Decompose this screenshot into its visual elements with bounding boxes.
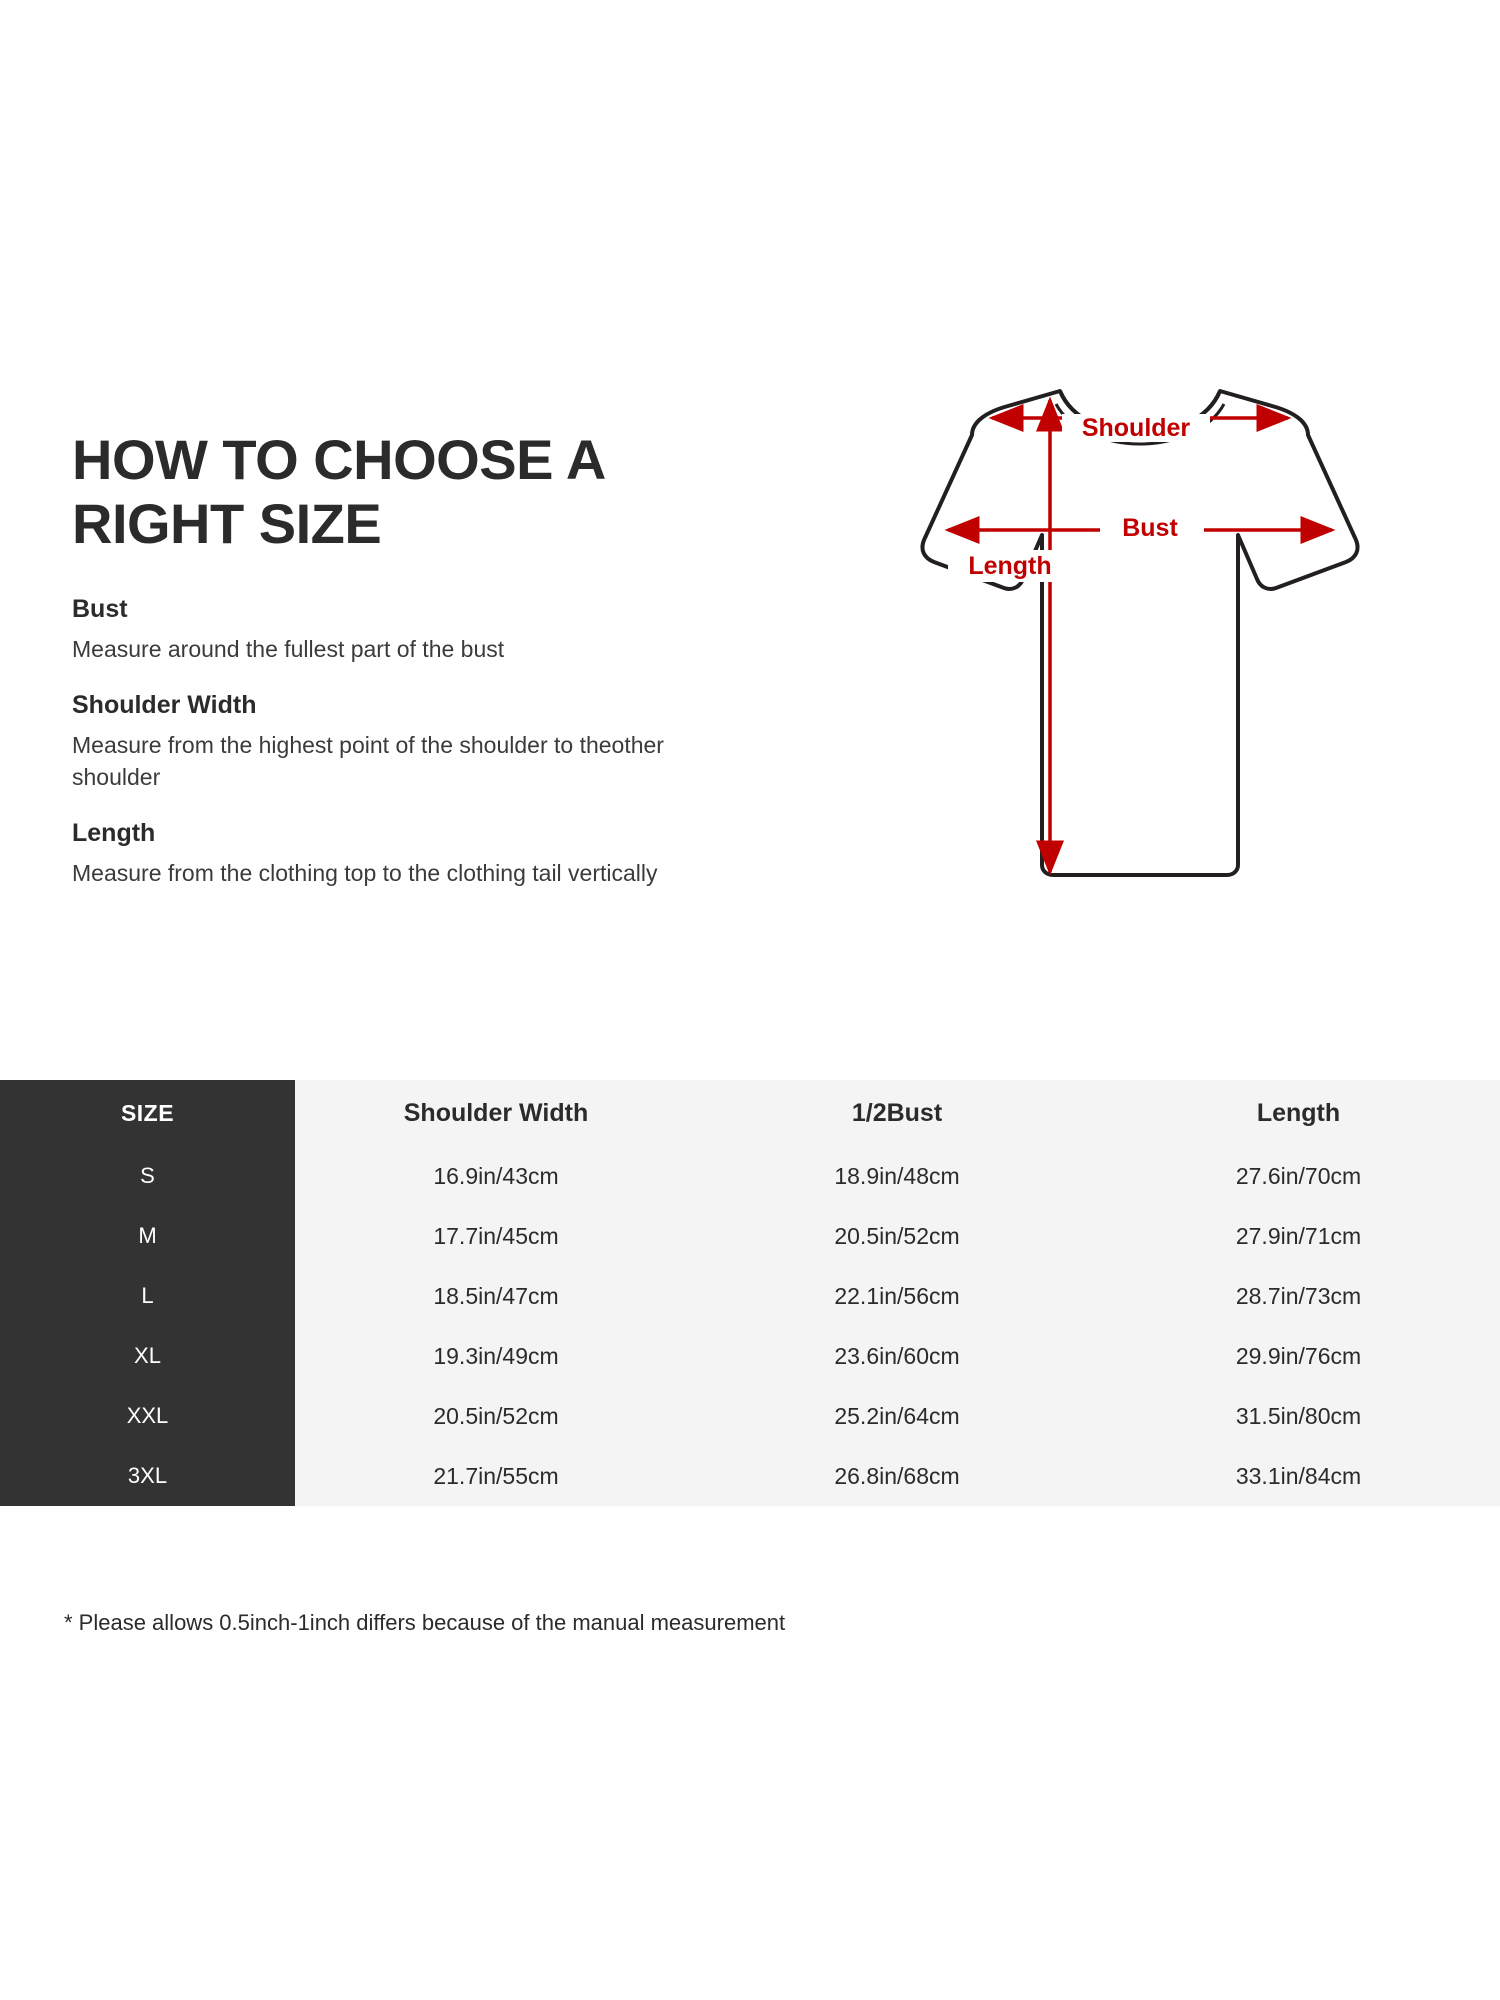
cell-half-bust: 25.2in/64cm <box>697 1386 1097 1446</box>
cell-half-bust: 18.9in/48cm <box>697 1146 1097 1206</box>
definition-desc-bust: Measure around the fullest part of the bust <box>72 636 505 662</box>
definition-desc-shoulder-width: Measure from the highest point of the shoulder to theother shoulder <box>72 732 664 790</box>
cell-length: 27.9in/71cm <box>1097 1206 1500 1266</box>
table-row <box>0 1206 1500 1266</box>
size-table-wrapper <box>0 1080 1500 1506</box>
table-header-row <box>0 1080 1500 1146</box>
table-row <box>0 1326 1500 1386</box>
cell-shoulder-width: 21.7in/55cm <box>295 1446 697 1506</box>
header-half-bust: 1/2Bust <box>697 1080 1097 1146</box>
cell-size: XL <box>0 1326 295 1386</box>
cell-shoulder-width: 17.7in/45cm <box>295 1206 697 1266</box>
cell-length: 31.5in/80cm <box>1097 1386 1500 1446</box>
definition-desc-length: Measure from the clothing top to the clothing tail vertically <box>72 860 658 886</box>
cell-half-bust: 22.1in/56cm <box>697 1266 1097 1326</box>
top-section <box>0 340 1500 1080</box>
table-row <box>0 1386 1500 1446</box>
measurement-definitions <box>72 595 692 889</box>
page-title: HOW TO CHOOSE A RIGHT SIZE <box>72 427 604 555</box>
table-row <box>0 1146 1500 1206</box>
cell-length: 33.1in/84cm <box>1097 1446 1500 1506</box>
label-length: Length <box>968 552 1052 580</box>
cell-shoulder-width: 16.9in/43cm <box>295 1146 697 1206</box>
measurement-footnote: * Please allows 0.5inch-1inch differs because of the manual measurement <box>64 1610 786 1635</box>
cell-size: XXL <box>0 1386 295 1446</box>
tshirt-diagram <box>760 360 1420 1040</box>
cell-shoulder-width: 19.3in/49cm <box>295 1326 697 1386</box>
header-size: SIZE <box>0 1080 295 1146</box>
cell-size: M <box>0 1206 295 1266</box>
cell-half-bust: 23.6in/60cm <box>697 1326 1097 1386</box>
cell-size: L <box>0 1266 295 1326</box>
cell-shoulder-width: 20.5in/52cm <box>295 1386 697 1446</box>
table-row <box>0 1446 1500 1506</box>
definition-term-shoulder-width: Shoulder Width <box>72 691 257 719</box>
table-row <box>0 1266 1500 1326</box>
cell-length: 28.7in/73cm <box>1097 1266 1500 1326</box>
cell-size: 3XL <box>0 1446 295 1506</box>
cell-length: 27.6in/70cm <box>1097 1146 1500 1206</box>
definition-term-length: Length <box>72 819 156 847</box>
tshirt-outline <box>922 391 1357 875</box>
header-length: Length <box>1097 1080 1500 1146</box>
size-chart-table <box>0 1080 1500 1506</box>
label-bust: Bust <box>1122 514 1178 542</box>
cell-size: S <box>0 1146 295 1206</box>
cell-half-bust: 20.5in/52cm <box>697 1206 1097 1266</box>
header-shoulder-width: Shoulder Width <box>295 1080 697 1146</box>
definition-term-bust: Bust <box>72 595 128 623</box>
cell-length: 29.9in/76cm <box>1097 1326 1500 1386</box>
label-shoulder: Shoulder <box>1081 414 1191 442</box>
cell-shoulder-width: 18.5in/47cm <box>295 1266 697 1326</box>
cell-half-bust: 26.8in/68cm <box>697 1446 1097 1506</box>
